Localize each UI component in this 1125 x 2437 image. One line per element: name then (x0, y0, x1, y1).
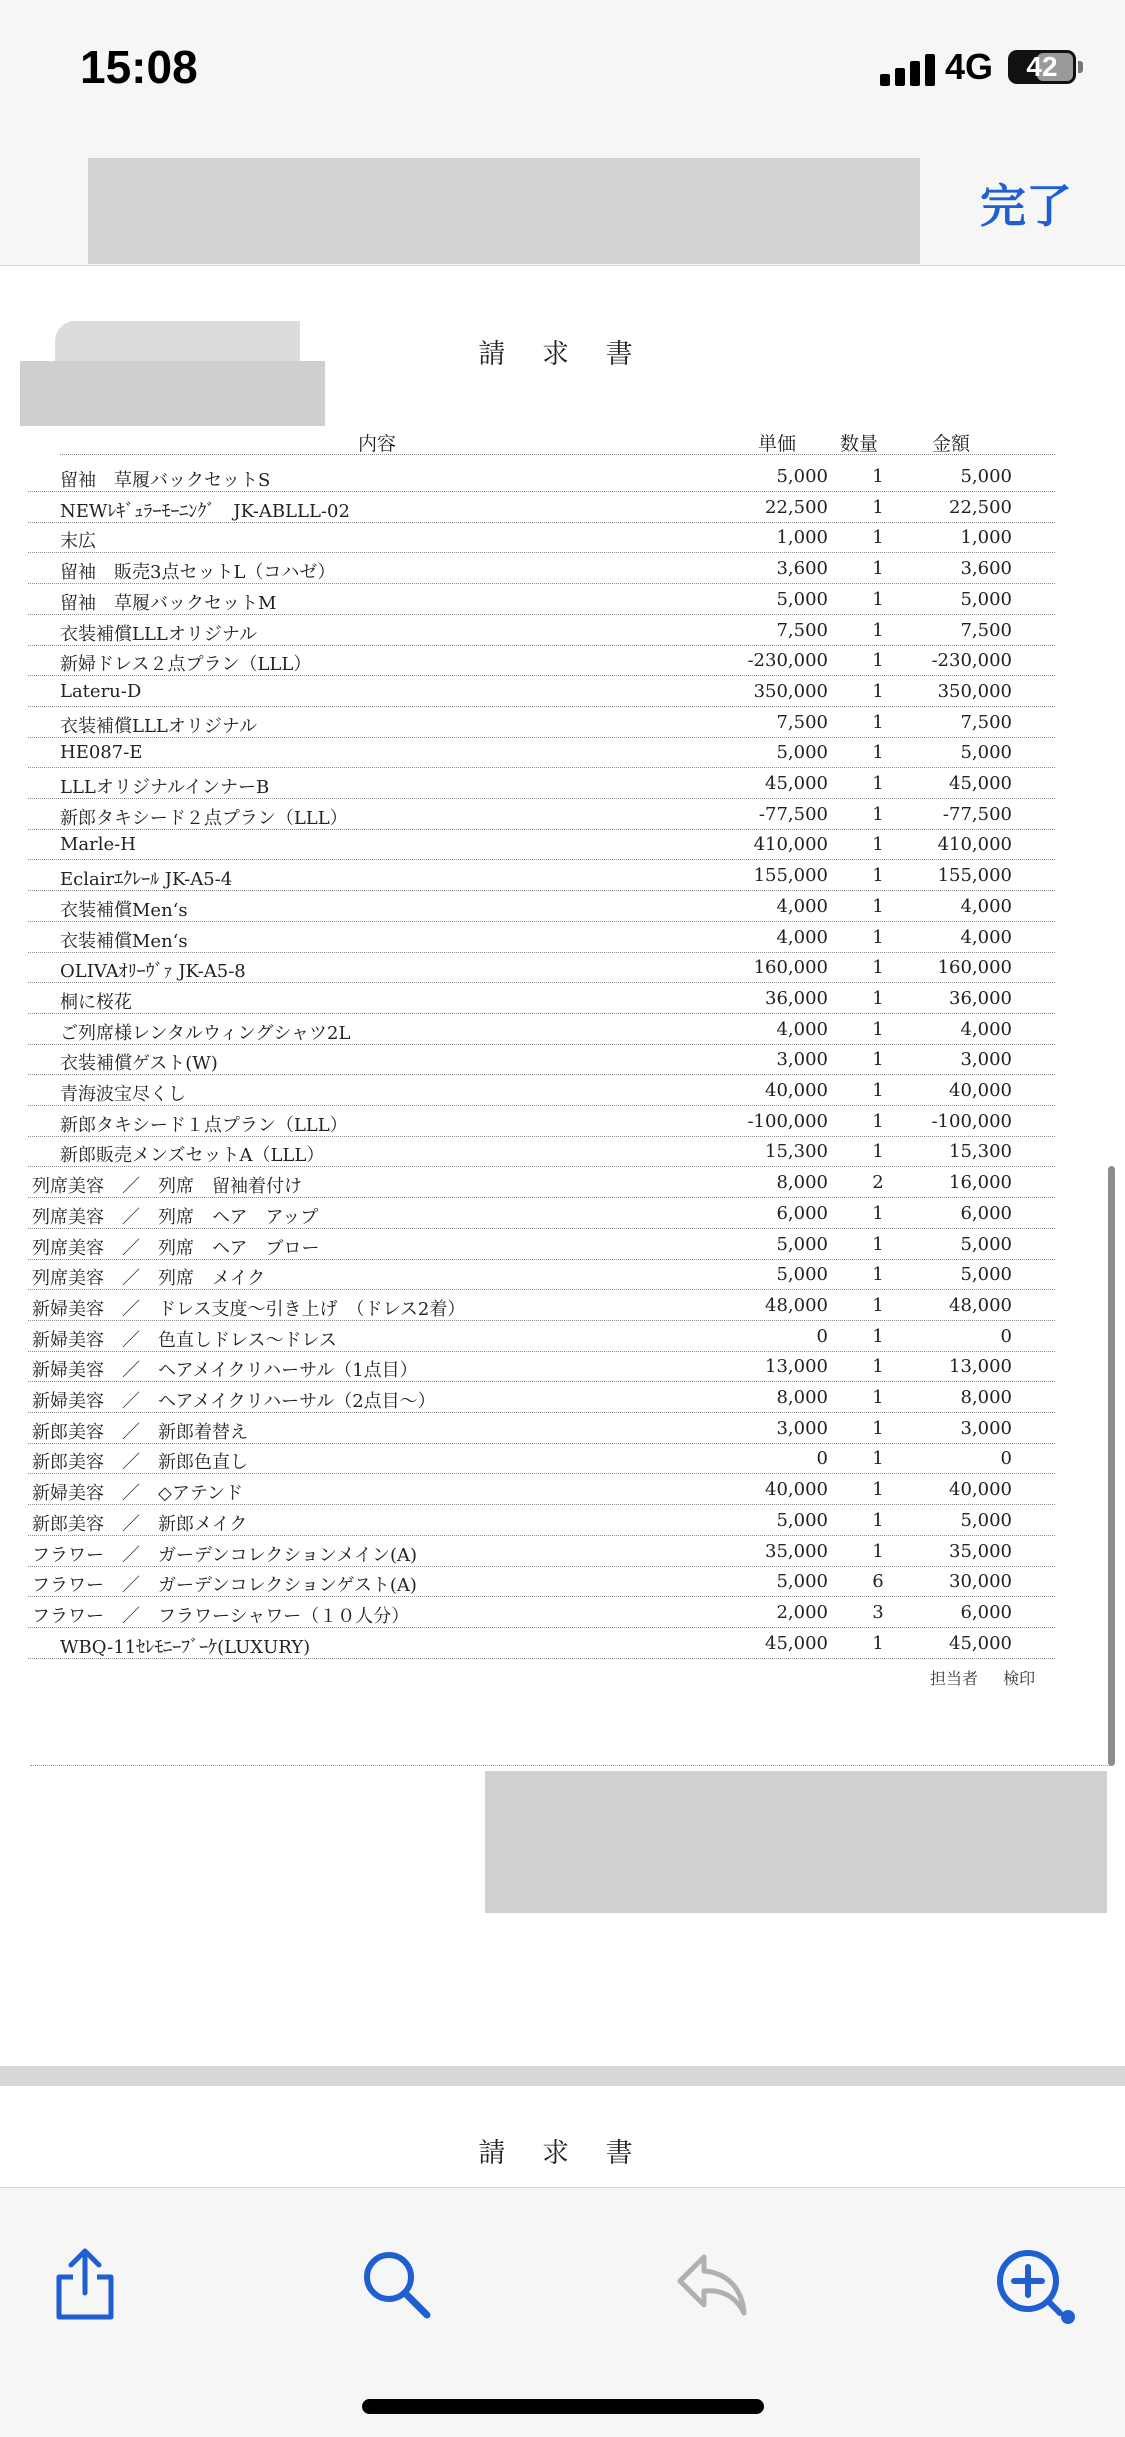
row-description: 留袖 草履バックセットM (60, 592, 277, 614)
done-button[interactable]: 完了 (980, 179, 1072, 233)
status-time: 15:08 (80, 41, 198, 93)
row-quantity: 1 (872, 1448, 884, 1470)
table-row (0, 952, 1125, 983)
row-description: 新郎美容 ／ 新郎着替え (32, 1421, 248, 1443)
row-quantity: 1 (872, 1387, 884, 1408)
row-quantity: 1 (872, 588, 884, 610)
row-quantity: 1 (872, 1356, 884, 1378)
row-description: 留袖 草履バックセットS (60, 470, 271, 491)
row-description: 新郎美容 ／ 新郎メイク (32, 1513, 248, 1535)
row-quantity: 1 (872, 527, 884, 549)
page-footer-line (30, 1765, 1110, 1766)
row-unit-price: 5,000 (776, 1571, 828, 1593)
row-description: 衣装補償ゲスト(W) (60, 1053, 218, 1075)
row-unit-price: 8,000 (776, 1172, 828, 1194)
page-separator (0, 2066, 1125, 2086)
row-unit-price: 4,000 (776, 926, 828, 948)
table-row (0, 1536, 1125, 1567)
table-row (0, 584, 1125, 615)
table-row (0, 1136, 1125, 1167)
row-amount: 3,600 (960, 558, 1012, 580)
table-row (0, 461, 1125, 492)
row-description: 末広 (60, 531, 96, 553)
row-quantity: 1 (872, 742, 884, 764)
row-quantity: 1 (872, 1049, 884, 1071)
row-unit-price: 48,000 (765, 1294, 828, 1316)
row-amount: 160,000 (937, 957, 1012, 979)
share-icon[interactable] (45, 2243, 125, 2323)
table-row (0, 1505, 1125, 1536)
row-description: 桐に桜花 (60, 991, 132, 1013)
row-unit-price: 160,000 (753, 957, 828, 979)
row-amount: 45,000 (949, 1632, 1012, 1654)
row-quantity: 1 (872, 1264, 884, 1286)
signal-icon (880, 52, 936, 86)
row-quantity: 2 (872, 1172, 884, 1194)
row-description: 新婦美容 ／ ヘアメイクリハーサル（1点目） (32, 1360, 418, 1382)
row-unit-price: 40,000 (765, 1080, 828, 1101)
table-row (0, 676, 1125, 707)
row-unit-price: 7,500 (776, 711, 828, 733)
table-row (0, 492, 1125, 523)
row-description: 衣装補償LLLオリジナル (60, 623, 257, 645)
battery-icon (1008, 50, 1076, 84)
row-amount: -77,500 (942, 803, 1012, 825)
battery-level: 42 (1026, 51, 1058, 82)
document-title: 請 求 書 (478, 339, 647, 370)
row-quantity: 1 (872, 1540, 884, 1562)
row-quantity: 6 (872, 1571, 884, 1593)
table-row (0, 1628, 1125, 1659)
row-unit-price: 5,000 (776, 466, 828, 487)
table-row (0, 1259, 1125, 1290)
table-row (0, 615, 1125, 646)
row-quantity: 1 (872, 1417, 884, 1439)
row-description: NEWﾚｷﾞｭﾗｰﾓｰﾆﾝｸﾞ JK-ABLLL-02 (60, 500, 350, 522)
row-quantity: 1 (872, 1294, 884, 1316)
row-amount: 40,000 (949, 1479, 1012, 1501)
row-description: 留袖 販売3点セットL（コハゼ） (60, 562, 336, 584)
row-unit-price: 5,000 (776, 742, 828, 764)
row-description: 新郎販売メンズセットA（LLL） (60, 1145, 325, 1167)
row-description: Lateru-D (60, 680, 142, 702)
row-unit-price: -77,500 (758, 803, 828, 825)
row-unit-price: 3,600 (776, 558, 828, 580)
table-divider (60, 454, 1055, 455)
row-quantity: 1 (872, 1479, 884, 1501)
row-description: 新婦美容 ／ ◇アテンド (32, 1483, 243, 1505)
table-row (0, 891, 1125, 922)
row-description: 列席美容 ／ 列席 ヘア アップ (32, 1206, 319, 1228)
network-type: 4G (945, 46, 994, 87)
row-quantity: 1 (872, 650, 884, 672)
redacted-block (485, 1771, 1107, 1913)
row-description: 新郎タキシード１点プラン（LLL） (60, 1114, 348, 1136)
row-unit-price: 3,000 (776, 1049, 828, 1071)
row-amount: 30,000 (949, 1571, 1012, 1593)
row-description: フラワー ／ ガーデンコレクションメイン(A) (32, 1544, 418, 1566)
row-description: 新婦美容 ／ 色直しドレス～ドレス (32, 1329, 337, 1351)
row-amount: 13,000 (949, 1356, 1012, 1378)
row-unit-price: 2,000 (776, 1601, 828, 1623)
table-row (0, 707, 1125, 738)
row-quantity: 1 (872, 680, 884, 702)
row-amount: 36,000 (949, 987, 1012, 1009)
row-quantity: 1 (872, 1110, 884, 1132)
row-unit-price: 36,000 (765, 987, 828, 1009)
row-quantity: 1 (872, 1233, 884, 1255)
row-quantity: 1 (872, 895, 884, 917)
row-unit-price: 155,000 (753, 865, 828, 887)
row-description: WBQ-11ｾﾚﾓﾆｰﾌﾞｰｹ(LUXURY) (60, 1636, 311, 1658)
row-quantity: 1 (872, 957, 884, 979)
row-quantity: 1 (872, 773, 884, 794)
row-divider (28, 1658, 1055, 1659)
row-description: 新婦美容 ／ ドレス支度～引き上げ （ドレス2着） (32, 1298, 466, 1320)
table-row (0, 1443, 1125, 1474)
row-unit-price: -100,000 (747, 1110, 828, 1132)
table-row (0, 922, 1125, 953)
row-description: Eclairｴｸﾚｰﾙ JK-A5-4 (60, 869, 233, 891)
table-row (0, 737, 1125, 768)
markup-icon[interactable] (990, 2243, 1070, 2323)
row-quantity: 3 (872, 1601, 884, 1623)
row-quantity: 1 (872, 466, 884, 487)
status-bar (0, 0, 1125, 140)
row-amount: 7,500 (960, 619, 1012, 641)
header-quantity: 数量 (840, 433, 879, 455)
row-amount: 4,000 (960, 1018, 1012, 1040)
home-indicator (362, 2399, 764, 2414)
row-unit-price: 4,000 (776, 1018, 828, 1040)
table-row (0, 1351, 1125, 1382)
search-icon[interactable] (355, 2243, 435, 2323)
row-unit-price: 0 (816, 1325, 828, 1347)
table-row (0, 768, 1125, 799)
row-quantity: 1 (872, 803, 884, 825)
table-row (0, 1474, 1125, 1505)
table-row (0, 1044, 1125, 1075)
row-quantity: 1 (872, 1018, 884, 1040)
row-description: 列席美容 ／ 列席 メイク (32, 1268, 266, 1290)
row-amount: 4,000 (960, 926, 1012, 948)
row-unit-price: 350,000 (753, 680, 828, 702)
table-row (0, 645, 1125, 676)
row-amount: 22,500 (949, 496, 1012, 518)
row-amount: 350,000 (937, 680, 1012, 702)
row-description: 新婦美容 ／ ヘアメイクリハーサル（2点目～） (32, 1391, 436, 1412)
table-row (0, 1566, 1125, 1597)
row-description: フラワー ／ フラワーシャワー（１０人分） (32, 1605, 410, 1627)
row-amount: -100,000 (931, 1110, 1012, 1132)
invoice-page (0, 266, 1125, 2066)
table-row (0, 1075, 1125, 1106)
row-unit-price: 4,000 (776, 895, 828, 917)
row-quantity: 1 (872, 987, 884, 1009)
row-unit-price: 3,000 (776, 1417, 828, 1439)
row-unit-price: -230,000 (747, 650, 828, 672)
battery-tip (1078, 61, 1083, 73)
row-quantity: 1 (872, 834, 884, 856)
row-unit-price: 15,300 (765, 1141, 828, 1163)
row-unit-price: 5,000 (776, 1264, 828, 1286)
table-row (0, 1229, 1125, 1260)
row-quantity: 1 (872, 1509, 884, 1531)
row-unit-price: 13,000 (765, 1356, 828, 1378)
row-amount: 0 (1000, 1325, 1012, 1347)
table-row (0, 1413, 1125, 1444)
row-unit-price: 0 (816, 1448, 828, 1470)
row-quantity: 1 (872, 1202, 884, 1224)
row-amount: 15,300 (949, 1141, 1012, 1163)
table-row (0, 1167, 1125, 1198)
row-amount: 0 (1000, 1448, 1012, 1470)
table-row (0, 1106, 1125, 1137)
row-unit-price: 35,000 (765, 1540, 828, 1562)
header-unit-price: 単価 (758, 433, 797, 455)
table-row (0, 860, 1125, 891)
row-amount: 155,000 (937, 865, 1012, 887)
row-amount: 8,000 (960, 1387, 1012, 1408)
row-amount: -230,000 (931, 650, 1012, 672)
table-row (0, 522, 1125, 553)
row-description: Marle-H (60, 834, 136, 856)
row-quantity: 1 (872, 865, 884, 887)
row-unit-price: 45,000 (765, 773, 828, 794)
table-row (0, 1290, 1125, 1321)
row-amount: 40,000 (949, 1080, 1012, 1101)
row-amount: 6,000 (960, 1202, 1012, 1224)
row-quantity: 1 (872, 496, 884, 518)
row-description: 衣装補償Men‘s (60, 930, 188, 952)
row-unit-price: 6,000 (776, 1202, 828, 1224)
row-description: 衣装補償Men‘s (60, 899, 188, 921)
row-amount: 3,000 (960, 1049, 1012, 1071)
row-quantity: 1 (872, 1141, 884, 1163)
row-quantity: 1 (872, 558, 884, 580)
row-amount: 5,000 (960, 1509, 1012, 1531)
row-description: HE087-E (60, 742, 143, 764)
row-description: フラワー ／ ガーデンコレクションゲスト(A) (32, 1575, 417, 1597)
row-unit-price: 5,000 (776, 1509, 828, 1531)
table-row (0, 1014, 1125, 1045)
table-row (0, 1597, 1125, 1628)
row-quantity: 1 (872, 619, 884, 641)
row-unit-price: 5,000 (776, 588, 828, 610)
table-row (0, 983, 1125, 1014)
row-description: 列席美容 ／ 列席 留袖着付け (32, 1176, 302, 1198)
row-unit-price: 22,500 (765, 496, 828, 518)
row-unit-price: 5,000 (776, 1233, 828, 1255)
row-amount: 4,000 (960, 895, 1012, 917)
row-amount: 5,000 (960, 742, 1012, 764)
row-description: 列席美容 ／ 列席 ヘア ブロー (32, 1237, 320, 1259)
row-amount: 35,000 (949, 1540, 1012, 1562)
row-amount: 6,000 (960, 1601, 1012, 1623)
row-amount: 3,000 (960, 1417, 1012, 1439)
row-description: 新郎美容 ／ 新郎色直し (32, 1452, 248, 1474)
row-description: LLLオリジナルインナーB (60, 777, 270, 798)
table-row (0, 1321, 1125, 1352)
row-amount: 5,000 (960, 588, 1012, 610)
row-amount: 45,000 (949, 773, 1012, 794)
table-row (0, 553, 1125, 584)
table-row (0, 799, 1125, 830)
row-amount: 7,500 (960, 711, 1012, 733)
row-quantity: 1 (872, 1632, 884, 1654)
row-amount: 48,000 (949, 1294, 1012, 1316)
row-quantity: 1 (872, 711, 884, 733)
row-unit-price: 1,000 (776, 527, 828, 549)
row-unit-price: 45,000 (765, 1632, 828, 1654)
row-quantity: 1 (872, 926, 884, 948)
scrollbar[interactable] (1108, 1166, 1115, 1766)
row-unit-price: 7,500 (776, 619, 828, 641)
row-unit-price: 8,000 (776, 1387, 828, 1408)
row-amount: 5,000 (960, 1264, 1012, 1286)
row-description: OLIVAｵﾘｰｳﾞｧ JK-A5-8 (60, 961, 246, 983)
row-description: 新婦ドレス２点プラン（LLL） (60, 654, 312, 676)
header-amount: 金額 (932, 433, 971, 455)
row-description: 青海波宝尽くし (60, 1084, 186, 1105)
document-viewer[interactable] (0, 266, 1125, 2186)
row-amount: 5,000 (960, 1233, 1012, 1255)
row-unit-price: 40,000 (765, 1479, 828, 1501)
next-page-title: 請 求 書 (478, 2138, 647, 2169)
row-description: ご列席様レンタルウィングシャツ2L (60, 1022, 351, 1044)
row-amount: 5,000 (960, 466, 1012, 487)
table-row (0, 1198, 1125, 1229)
row-quantity: 1 (872, 1325, 884, 1347)
row-amount: 1,000 (960, 527, 1012, 549)
header-description: 内容 (358, 433, 397, 455)
row-quantity: 1 (872, 1080, 884, 1101)
row-amount: 410,000 (937, 834, 1012, 856)
row-unit-price: 410,000 (753, 834, 828, 856)
redacted-title (88, 158, 920, 264)
table-row (0, 1382, 1125, 1413)
row-description: 衣装補償LLLオリジナル (60, 715, 257, 737)
reply-icon[interactable] (672, 2243, 752, 2323)
table-row (0, 829, 1125, 860)
staff-seal-label: 担当者 検印 (930, 1669, 1036, 1688)
row-description: 新郎タキシード２点プラン（LLL） (60, 807, 348, 829)
nav-bar (0, 140, 1125, 266)
row-amount: 16,000 (949, 1172, 1012, 1194)
